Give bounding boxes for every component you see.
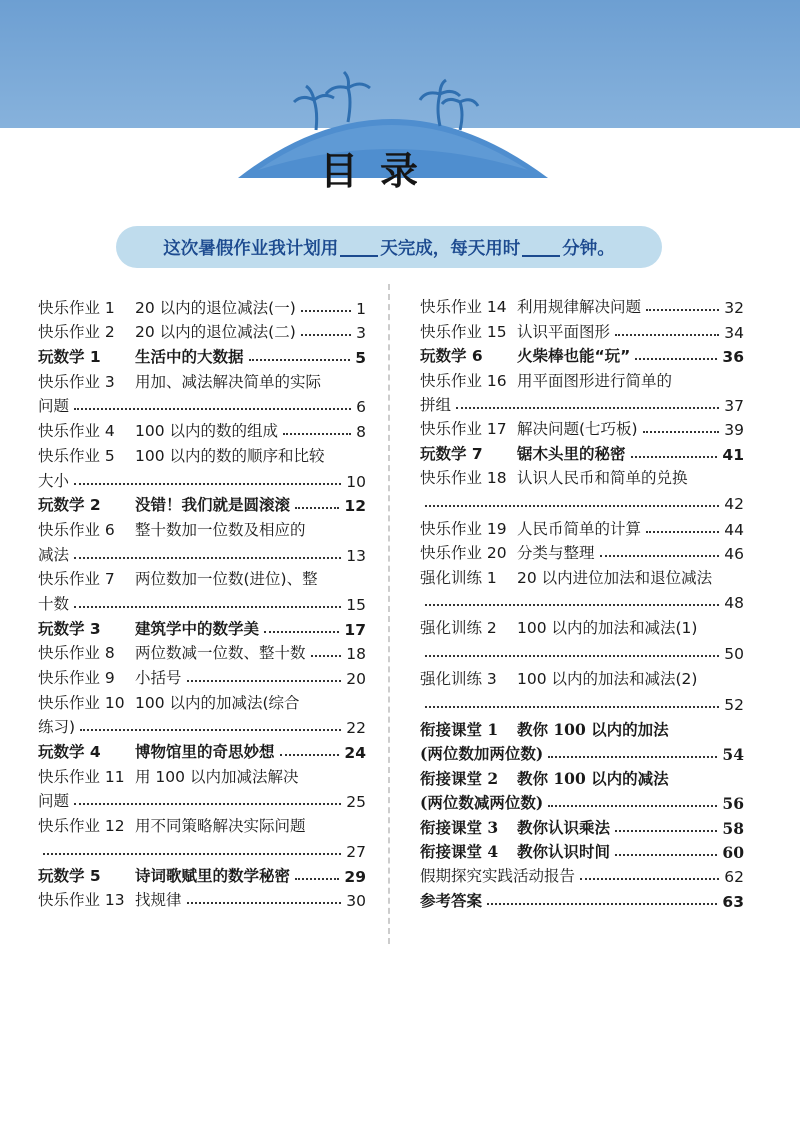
palm-tree-icon bbox=[420, 80, 460, 126]
toc-line bbox=[38, 787, 366, 812]
toc-line bbox=[420, 764, 744, 788]
toc-line bbox=[38, 540, 366, 565]
leader-dots bbox=[187, 680, 342, 682]
leader-dots bbox=[295, 878, 339, 880]
toc-title: 教你认识乘法 bbox=[517, 817, 611, 837]
toc-label: 快乐作业 10 bbox=[38, 693, 125, 712]
toc-title-continued: 十数 bbox=[38, 594, 70, 613]
toc-label: 快乐作业 6 bbox=[38, 520, 115, 539]
leader-dots bbox=[74, 606, 341, 608]
page-number: 22 bbox=[346, 719, 366, 738]
toc-label: 衔接课堂 2 bbox=[420, 768, 499, 788]
toc-line bbox=[38, 639, 366, 664]
toc-title: 分类与整理 bbox=[517, 544, 595, 563]
toc-title-continued: 大小 bbox=[38, 471, 70, 490]
toc-title-continued: 问题 bbox=[38, 397, 70, 416]
toc-title: 假期探究实践活动报告 bbox=[420, 867, 576, 886]
leader-dots bbox=[643, 431, 720, 433]
leader-dots bbox=[249, 359, 351, 361]
toc-label: 玩数学 6 bbox=[420, 347, 483, 366]
toc-line bbox=[38, 392, 366, 417]
page-number: 41 bbox=[722, 445, 744, 464]
toc-label: 衔接课堂 4 bbox=[420, 841, 499, 861]
toc-line bbox=[38, 441, 366, 466]
toc-entry[interactable] bbox=[38, 663, 366, 688]
toc-line bbox=[38, 515, 366, 540]
page-number: 58 bbox=[722, 818, 744, 838]
toc-title: 教你 100 以内的减法 bbox=[517, 768, 669, 788]
toc-entry[interactable] bbox=[420, 764, 744, 813]
toc-line bbox=[38, 565, 366, 590]
toc-title: 用加、减法解决简单的实际 bbox=[135, 372, 322, 391]
page-number: 56 bbox=[722, 794, 744, 814]
toc-right-column bbox=[420, 293, 744, 911]
toc-label: 玩数学 1 bbox=[38, 348, 101, 367]
leader-dots bbox=[301, 334, 351, 336]
page-number: 63 bbox=[722, 892, 744, 911]
leader-dots bbox=[74, 483, 341, 485]
page-number: 36 bbox=[722, 348, 744, 367]
toc-left-column bbox=[38, 293, 366, 910]
page-number: 3 bbox=[356, 324, 366, 343]
toc-title: 小括号 bbox=[135, 669, 182, 687]
toc-label: 玩数学 3 bbox=[38, 619, 101, 638]
toc-entry[interactable] bbox=[38, 861, 366, 886]
plan-suffix: 分钟。 bbox=[562, 238, 615, 259]
toc-line bbox=[420, 464, 744, 488]
toc-label: 快乐作业 3 bbox=[38, 372, 115, 391]
leader-dots bbox=[74, 408, 351, 410]
leader-dots bbox=[631, 456, 718, 458]
toc-line bbox=[38, 293, 366, 318]
toc-line bbox=[420, 439, 744, 463]
toc-line bbox=[420, 391, 744, 415]
toc-entry[interactable] bbox=[38, 886, 366, 911]
leader-dots bbox=[425, 505, 719, 507]
toc-title: 生活中的大数据 bbox=[135, 348, 244, 367]
leader-dots bbox=[80, 729, 341, 731]
toc-entry[interactable] bbox=[420, 366, 744, 415]
page-number: 13 bbox=[346, 546, 366, 565]
toc-line bbox=[420, 813, 744, 837]
leader-dots bbox=[43, 853, 341, 855]
toc-line bbox=[38, 688, 366, 713]
toc-title: 100 以内的加法和减法(1) bbox=[517, 619, 698, 638]
leader-dots bbox=[615, 830, 717, 832]
toc-line bbox=[38, 713, 366, 738]
toc-title-continued: 练习) bbox=[38, 718, 76, 737]
leader-dots bbox=[187, 902, 342, 904]
toc-entry[interactable] bbox=[420, 515, 744, 539]
toc-title: 认识平面图形 bbox=[517, 322, 611, 341]
toc-line bbox=[38, 811, 366, 836]
toc-entry[interactable] bbox=[38, 639, 366, 664]
leader-dots bbox=[74, 803, 341, 805]
days-blank[interactable] bbox=[340, 237, 378, 257]
toc-line bbox=[38, 367, 366, 392]
toc-line bbox=[38, 737, 366, 762]
toc-entry[interactable] bbox=[38, 515, 366, 564]
leader-dots bbox=[615, 854, 717, 856]
toc-line bbox=[38, 491, 366, 516]
toc-line bbox=[420, 293, 744, 317]
page-number: 1 bbox=[356, 299, 366, 318]
toc-line bbox=[420, 716, 744, 740]
toc-label: 玩数学 2 bbox=[38, 496, 101, 515]
toc-line bbox=[38, 762, 366, 787]
toc-line bbox=[38, 663, 366, 688]
toc-entry[interactable] bbox=[38, 441, 366, 490]
page-number: 34 bbox=[724, 323, 744, 342]
page-number: 20 bbox=[346, 670, 366, 688]
leader-dots bbox=[646, 531, 719, 533]
palm-tree-icon bbox=[442, 99, 478, 130]
toc-entry[interactable] bbox=[38, 614, 366, 639]
toc-line bbox=[38, 589, 366, 614]
toc-entry[interactable] bbox=[420, 614, 744, 663]
toc-line bbox=[38, 318, 366, 343]
toc-label: 快乐作业 1 bbox=[38, 298, 115, 317]
toc-line bbox=[420, 366, 744, 390]
toc-label: 快乐作业 15 bbox=[420, 322, 507, 341]
toc-label: 快乐作业 18 bbox=[420, 469, 507, 488]
page-number: 10 bbox=[346, 472, 366, 491]
leader-dots bbox=[301, 310, 351, 312]
toc-entry[interactable] bbox=[38, 318, 366, 343]
toc-label: 快乐作业 17 bbox=[420, 420, 507, 439]
leader-dots bbox=[295, 507, 339, 509]
toc-title: 用平面图形进行简单的 bbox=[517, 371, 673, 390]
toc-entry[interactable] bbox=[420, 862, 744, 886]
page-number: 37 bbox=[724, 396, 744, 415]
toc-label: 快乐作业 20 bbox=[420, 544, 507, 563]
page-number: 6 bbox=[356, 398, 366, 417]
toc-label: 快乐作业 5 bbox=[38, 446, 115, 465]
toc-label: 强化训练 1 bbox=[420, 568, 497, 587]
toc-title-continued: 减法 bbox=[38, 545, 70, 564]
toc-entry[interactable] bbox=[420, 665, 744, 714]
toc-entry[interactable] bbox=[38, 811, 366, 860]
toc-line bbox=[420, 838, 744, 862]
toc-label: 快乐作业 13 bbox=[38, 891, 125, 910]
toc-label: 快乐作业 9 bbox=[38, 669, 115, 687]
toc-entry[interactable] bbox=[420, 563, 744, 612]
page-number: 32 bbox=[724, 299, 744, 318]
page-number: 29 bbox=[344, 867, 366, 886]
toc-entry[interactable] bbox=[38, 491, 366, 516]
toc-entry[interactable] bbox=[38, 565, 366, 614]
toc-title: 解决问题(七巧板) bbox=[517, 420, 638, 439]
toc-entry[interactable] bbox=[420, 293, 744, 317]
toc-entry[interactable] bbox=[420, 415, 744, 439]
leader-dots bbox=[548, 805, 717, 807]
minutes-blank[interactable] bbox=[522, 237, 560, 257]
toc-label: 快乐作业 19 bbox=[420, 519, 507, 538]
toc-entry[interactable] bbox=[38, 293, 366, 318]
leader-dots bbox=[311, 655, 342, 657]
page-number: 15 bbox=[346, 595, 366, 614]
leader-dots bbox=[280, 754, 340, 756]
toc-line bbox=[38, 861, 366, 886]
toc-label: 快乐作业 4 bbox=[38, 422, 115, 441]
toc-entry[interactable] bbox=[420, 886, 744, 910]
toc-entry[interactable] bbox=[420, 539, 744, 563]
toc-line bbox=[420, 886, 744, 910]
page-number: 62 bbox=[724, 868, 744, 887]
toc-entry[interactable] bbox=[38, 416, 366, 441]
toc-entry[interactable] bbox=[420, 716, 744, 765]
toc-title: 没错！我们就是圆滚滚 bbox=[135, 496, 291, 515]
toc-title: 利用规律解决问题 bbox=[517, 298, 642, 317]
toc-title: 100 以内的加法和减法(2) bbox=[517, 670, 698, 689]
page-number: 24 bbox=[344, 744, 366, 763]
page-number: 12 bbox=[344, 497, 366, 516]
toc-line bbox=[420, 563, 744, 587]
toc-line bbox=[38, 342, 366, 367]
toc-title: 两位数加一位数(进位)、整 bbox=[135, 570, 318, 589]
toc-line bbox=[420, 665, 744, 689]
toc-title: 100 以内的数的顺序和比较 bbox=[135, 446, 325, 465]
page-title: 目录 bbox=[319, 149, 440, 193]
page-number: 54 bbox=[722, 745, 744, 765]
toc-label: 快乐作业 12 bbox=[38, 817, 125, 836]
toc-title: 20 以内的退位减法(一) bbox=[135, 298, 296, 317]
toc-title: 20 以内进位加法和退位减法 bbox=[517, 568, 713, 587]
page-number: 46 bbox=[724, 545, 744, 564]
leader-dots bbox=[487, 903, 717, 905]
page-number: 25 bbox=[346, 793, 366, 812]
toc-entry[interactable] bbox=[420, 342, 744, 366]
toc-title: 100 以内的加减法(综合 bbox=[135, 693, 300, 712]
leader-dots bbox=[580, 878, 719, 880]
plan-prefix: 这次暑假作业我计划用 bbox=[163, 238, 339, 259]
toc-title: 两位数减一位数、整十数 bbox=[135, 644, 306, 663]
toc-line bbox=[420, 588, 744, 612]
toc-label: 玩数学 5 bbox=[38, 866, 101, 885]
page-number: 30 bbox=[346, 892, 366, 911]
toc-title: 100 以内的数的组成 bbox=[135, 422, 279, 441]
toc-line bbox=[38, 466, 366, 491]
toc-label: 强化训练 3 bbox=[420, 670, 497, 689]
toc-line bbox=[420, 488, 744, 512]
toc-entry[interactable] bbox=[38, 688, 366, 737]
page-number: 5 bbox=[355, 349, 366, 368]
toc-title: 整十数加一位数及相应的 bbox=[135, 520, 306, 539]
toc-entry[interactable] bbox=[38, 737, 366, 762]
toc-line bbox=[420, 638, 744, 662]
page-number: 18 bbox=[346, 645, 366, 664]
toc-entry[interactable] bbox=[38, 762, 366, 811]
toc-title-continued: 拼组 bbox=[420, 395, 452, 414]
toc-title: 博物馆里的奇思妙想 bbox=[135, 743, 275, 762]
toc-label: 快乐作业 16 bbox=[420, 371, 507, 390]
toc-title: 锯木头里的秘密 bbox=[517, 444, 626, 463]
toc-line bbox=[420, 515, 744, 539]
toc-title: 火柴棒也能“玩” bbox=[517, 347, 631, 366]
plan-mid: 天完成，每天用时 bbox=[380, 238, 521, 259]
toc-line bbox=[420, 342, 744, 366]
leader-dots bbox=[615, 334, 719, 336]
toc-line bbox=[420, 789, 744, 813]
toc-entry[interactable] bbox=[420, 317, 744, 341]
toc-label: 快乐作业 2 bbox=[38, 323, 115, 342]
toc-title: 人民币简单的计算 bbox=[517, 519, 642, 538]
toc-title-continued: (两位数减两位数) bbox=[420, 793, 544, 813]
toc-title-continued: 问题 bbox=[38, 792, 70, 811]
leader-dots bbox=[548, 756, 717, 758]
toc-line bbox=[420, 614, 744, 638]
leader-dots bbox=[600, 555, 720, 557]
toc-label: 衔接课堂 1 bbox=[420, 720, 499, 740]
toc-entry[interactable] bbox=[420, 439, 744, 463]
page-number: 8 bbox=[356, 423, 366, 442]
toc-title: 认识人民币和简单的兑换 bbox=[517, 469, 688, 488]
toc-title-continued: (两位数加两位数) bbox=[420, 744, 544, 764]
leader-dots bbox=[456, 407, 719, 409]
toc-label: 玩数学 4 bbox=[38, 743, 101, 762]
toc-title: 找规律 bbox=[135, 891, 182, 910]
leader-dots bbox=[74, 557, 341, 559]
toc-label: 玩数学 7 bbox=[420, 444, 483, 463]
toc-line bbox=[420, 689, 744, 713]
leader-dots bbox=[425, 655, 719, 657]
toc-label: 强化训练 2 bbox=[420, 619, 497, 638]
leader-dots bbox=[264, 631, 339, 633]
column-divider bbox=[388, 284, 390, 944]
toc-title: 建筑学中的数学美 bbox=[135, 619, 260, 638]
leader-dots bbox=[646, 309, 719, 311]
toc-label: 快乐作业 14 bbox=[420, 298, 507, 317]
toc-line bbox=[420, 317, 744, 341]
page-number: 60 bbox=[722, 842, 744, 862]
leader-dots bbox=[425, 604, 719, 606]
toc-line bbox=[420, 415, 744, 439]
study-plan-banner bbox=[116, 226, 662, 268]
toc-line bbox=[420, 862, 744, 886]
toc-entry[interactable] bbox=[38, 367, 366, 416]
toc-title: 参考答案 bbox=[420, 891, 483, 910]
leader-dots bbox=[425, 706, 719, 708]
page-number: 42 bbox=[724, 494, 744, 513]
toc-title: 教你认识时间 bbox=[517, 841, 611, 861]
page-number: 39 bbox=[724, 421, 744, 440]
page-number: 48 bbox=[724, 594, 744, 613]
toc-title: 诗词歌赋里的数学秘密 bbox=[135, 866, 291, 885]
toc-entry[interactable] bbox=[420, 464, 744, 513]
toc-entry[interactable] bbox=[38, 342, 366, 367]
page-number: 52 bbox=[724, 695, 744, 714]
toc-line bbox=[420, 740, 744, 764]
toc-line bbox=[38, 886, 366, 911]
page-number: 17 bbox=[344, 620, 366, 639]
page-number: 50 bbox=[724, 644, 744, 663]
page-number: 27 bbox=[346, 842, 366, 861]
toc-label: 快乐作业 7 bbox=[38, 570, 115, 589]
toc-line bbox=[38, 614, 366, 639]
page-number: 44 bbox=[724, 520, 744, 539]
toc-title: 20 以内的退位减法(二) bbox=[135, 323, 296, 342]
toc-label: 快乐作业 11 bbox=[38, 767, 125, 786]
toc-entry[interactable] bbox=[420, 838, 744, 862]
leader-dots bbox=[635, 358, 717, 360]
toc-line bbox=[38, 836, 366, 861]
toc-label: 衔接课堂 3 bbox=[420, 817, 499, 837]
toc-title: 用 100 以内加减法解决 bbox=[135, 767, 299, 786]
toc-line bbox=[420, 539, 744, 563]
leader-dots bbox=[283, 433, 351, 435]
toc-label: 快乐作业 8 bbox=[38, 644, 115, 663]
toc-line bbox=[38, 416, 366, 441]
toc-entry[interactable] bbox=[420, 813, 744, 837]
toc-title: 教你 100 以内的加法 bbox=[517, 720, 669, 740]
toc-title: 用不同策略解决实际问题 bbox=[135, 817, 306, 836]
